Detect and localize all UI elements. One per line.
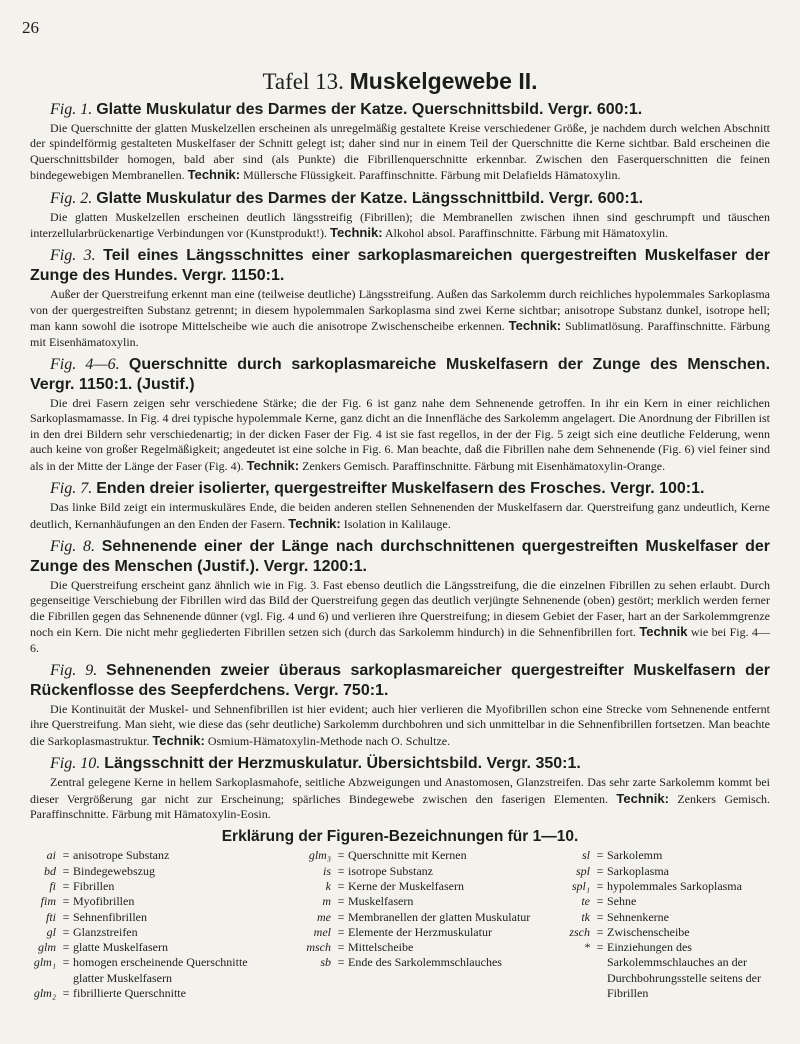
figure-text: Die Querstreifung erscheint ganz ähnlich wie in Fig. 3. Fast ebenso deutlich die Längsstreifung, die die einzelnen Fibrillen zu sehen erlaubt. Durch gegenseitige Verschiebung der Fibrillen wird das Bild der Querstreifung gegen das deutlich verjüngte Sehnenende (oben) gestört; merklich werden ferner die Fibrillen gegen das Sehnenende dünner (vgl. Fig. 4 und 6) und verlieren ihre Querstreifung; in diesem Gebiet der Faser, hart an der Sarkolemmgrenze noch ein Kern. Die nicht mehr gegliederten Fibrillen setzen sich (durch das Sarkolemm hindurch) in die Sehnenfibrillen fort. [30,577,770,640]
legend-row [267,955,534,970]
figure-label: Fig. 2. [50,189,93,207]
legend-row [30,894,267,909]
equals-sign: = [596,863,604,878]
figure-label: Fig. 7. [50,480,93,498]
legend-abbreviation: te [581,894,590,909]
figure-title: Sehnenenden zweier überaus sarkoplasmareicher quergestreifter Muskelfasern der Rückenflosse des Seepferdchens. Vergr. 750:1. [30,661,770,699]
legend-definition: Sarkoplasma [607,863,669,878]
figure-title: Glatte Muskulatur des Darmes der Katze. Längsschnittbild. Vergr. 600:1. [96,189,644,207]
legend-abbreviation: * [584,940,590,955]
equals-sign: = [337,909,345,924]
equals-sign: = [337,878,345,893]
figure-text: Die glatten Muskelzellen erscheinen deutlich längsstreifig (Fibrillen); die Membranellen zwischen ihnen sind geschrumpft und täuschen interzellularbrückenartige Verbindungen vor (Kunstprodukt!). [30,209,770,241]
legend-row [30,910,267,925]
legend-definition: Sehnenkerne [607,909,669,924]
legend-row [534,940,770,1001]
figure-heading [30,355,770,395]
technik-label: Technik: [616,790,669,806]
legend-definition: glatte Muskelfasern [73,940,168,955]
figure-entry [30,189,770,242]
legend-column [30,848,267,1001]
equals-sign: = [62,863,70,878]
figure-entry [30,479,770,532]
legend-row [534,910,770,925]
equals-sign: = [62,848,70,863]
title-prefix: Tafel 13. [262,69,344,94]
equals-sign: = [596,940,604,955]
legend-abbreviation: glm₂ [33,986,56,1001]
legend-definition: Sehne [607,894,637,909]
legend-abbreviation: gl [46,924,56,939]
equals-sign: = [62,909,70,924]
legend-column [534,848,770,1001]
technik-text: Alkohol absol. Paraffinschnitte. Färbung mit Hämatoxylin. [384,226,668,241]
figure-entry [30,537,770,656]
figure-label: Fig. 3. [50,247,96,265]
equals-sign: = [62,894,70,909]
technik-text: Osmium-Hämatoxylin-Methode nach O. Schultze. [207,733,451,748]
technik-label: Technik [639,624,688,640]
legend-abbreviation: fti [45,909,56,924]
page-content [30,100,770,1001]
figure-text: Das linke Bild zeigt ein intermuskuläres Ende, die beiden anderen stellen Sehnenenden der Muskelfasern dar. Querstreifung ganz undeutlich, Kerne deutlich, Kernanhäufungen an den Enden der Fasern. [30,500,770,531]
figure-label: Fig. 4—6. [50,356,120,374]
equals-sign: = [62,986,70,1001]
legend-column [267,848,534,1001]
legend-abbreviation: ai [46,848,56,863]
technik-label: Technik: [508,318,562,334]
legend-definition: Zwischenscheibe [607,924,690,939]
legend-definition: fibrillierte Querschnitte [73,986,186,1001]
legend-definition: Elemente der Herzmuskulatur [348,924,492,939]
legend-row [534,894,770,909]
equals-sign: = [596,878,604,893]
figure-label: Fig. 10. [50,755,101,773]
legend-abbreviation: is [322,863,331,878]
legend-definition: homogen erscheinende Querschnitte glatter Muskelfasern [73,955,248,985]
technik-label: Technik: [330,225,383,241]
technik-text: Müllersche Flüssigkeit. Paraffinschnitte. Färbung mit Delafields Hämatoxylin. [243,168,621,183]
equals-sign: = [337,940,345,955]
figure-heading [30,189,770,209]
legend-definition: Ende des Sarkolemmschlauches [348,955,502,970]
legend-definition: Einziehungen des Sarkolemmschlauches an der Durchbohrungsstelle seitens der Fibrillen [607,940,761,1001]
figure-text: Die Querschnitte der glatten Muskelzellen erscheinen als unregelmäßig gestaltete Kreise verschiedener Größe, je nachdem durch welchen Abschnitt der spindelförmig gestalteten Muskelfaser der Schnitt gelegt ist; daher sind nur in einem Teil der Querschnitte die Kerne sichtbar. Bald erscheinen die Querschnittsbilder homogen, bald aber sind (als Punkte) die Fibrillenquerschnitte erkennbar. Zwischen den Faserquerschnitten die feinen bindegewebigen Membranellen. [30,121,770,183]
technik-label: Technik: [246,457,300,473]
figure-description [30,287,770,350]
legend-row [534,879,770,894]
figure-description [30,578,770,656]
figure-heading [30,479,770,499]
technik-text: Zenkers Gemisch. Paraffinschnitte. Färbung mit Eisenhämatoxylin-Orange. [302,458,666,473]
technik-label: Technik: [187,167,241,183]
legend-definition: Membranellen der glatten Muskulatur [348,909,531,924]
figure-label: Fig. 1. [50,101,93,118]
legend-abbreviation: glm₃ [308,848,331,863]
legend-abbreviation: sb [320,955,331,970]
figure-label: Fig. 8. [50,537,95,555]
equals-sign: = [337,924,345,939]
technik-label: Technik: [152,732,205,748]
legend-title-text: Erklärung der Figuren-Bezeichnungen für 1—10. [221,828,579,846]
equals-sign: = [337,955,345,970]
legend-abbreviation: glm [38,940,56,955]
figure-entry [30,355,770,474]
legend-definition: Sehnenfibrillen [73,909,147,924]
figure-entry [30,754,770,822]
figure-title: Längsschnitt der Herzmuskulatur. Übersichtsbild. Vergr. 350:1. [104,755,581,773]
legend-table [30,848,770,1001]
equals-sign: = [62,878,70,893]
legend-row [30,879,267,894]
figure-description [30,775,770,822]
figure-heading [30,661,770,701]
legend-row [267,910,534,925]
equals-sign: = [337,863,345,878]
figure-descriptions [30,100,770,822]
legend-abbreviation: fim [40,894,56,909]
legend-row [267,894,534,909]
legend-definition: hypolemmales Sarkoplasma [607,878,742,893]
legend-abbreviation: bd [44,863,56,878]
equals-sign: = [337,848,345,863]
legend-abbreviation: mel [313,924,331,939]
legend-abbreviation: msch [306,940,331,955]
figure-description [30,396,770,474]
legend-row [534,848,770,863]
figure-text: Die Kontinuität der Muskel- und Sehnenfibrillen ist hier evident; auch hier verlieren die Myofibrillen schon eine Strecke vom Sehnenende entfernt ihre Querstreifung. Man sieht, wie diese das (sehr deutliche) Sarkolemm durchbohren und sich unmittelbar in die Sehnenfibrillen fortsetzen. Man beachte die Sarkoplasmastruktur. [30,701,770,748]
figure-description [30,210,770,242]
equals-sign: = [62,955,70,970]
page-number: 26 [22,18,39,37]
equals-sign: = [596,848,604,863]
legend-row [30,848,267,863]
title-main: Muskelgewebe II. [349,68,538,94]
technik-text: wie bei Fig. 4—6. [30,625,771,655]
legend-abbreviation: spl [575,863,590,878]
legend-row [534,925,770,940]
legend-abbreviation: zsch [569,924,590,939]
figure-heading [30,537,770,577]
legend-abbreviation: tk [581,909,590,924]
figure-text: Die drei Fasern zeigen sehr verschiedene Stärke; die der Fig. 6 ist ganz nahe dem Sehnenende getroffen. In ihr ein Kern in einer reichlichen Sarkoplasmamasse. In Fig. 4 drei typische hypolemmale Kerne, ganz dicht an die Innenfläche des Sarkolemm angelagert. Die Anordnung der Fibrillen ist in den drei Bildern sehr verschiedenartig; in der dicken Faser der Fig. 4 ist sie fast regellos, in der der Fig. 5 zeigt sich eine deutliche Felderung, wenn auch keine von großer Regelmäßigkeit; angedeutet ist eine solche in Fig. 6. Man beachte, daß die Fibrillen nahe dem Sehnenende (Fig. 6) viel feiner sind als in der Mitte der Länge der Faser (Fig. 4). [30,396,770,473]
legend-row [30,955,267,986]
legend-definition: Querschnitte mit Kernen [348,848,467,863]
legend-definition: isotrope Substanz [348,863,433,878]
figure-description [30,500,770,532]
equals-sign: = [62,924,70,939]
equals-sign: = [596,909,604,924]
figure-text: Außer der Querstreifung erkennt man eine (teilweise deutliche) Längsstreifung. Außen das Sarkolemm durch reichliches hypolemmales Sarkoplasma von der quergestreiften Substanz getrennt; in diesem hypolemmalen Sarkoplasma sind zwei Kerne sichtbar; anisotrope Substanz dunkel, isotrope hell; man kann sowohl die isotrope Mittelscheibe wie auch die anisotrope Zwischenscheibe erkennen. [30,287,770,334]
legend-abbreviation: m [322,894,331,909]
figure-entry [30,246,770,350]
legend-abbreviation: glm₁ [33,955,56,970]
legend-row [30,925,267,940]
legend-definition: Kerne der Muskelfasern [348,878,464,893]
figure-title: Glatte Muskulatur des Darmes der Katze. Querschnittsbild. Vergr. 600:1. [96,101,643,118]
legend-abbreviation: spl₁ [571,878,590,893]
figure-heading [30,754,770,774]
figure-description [30,702,770,749]
technik-text: Isolation in Kalilauge. [343,516,451,531]
legend-row [267,925,534,940]
legend-row [30,986,267,1001]
legend-definition: Fibrillen [73,878,115,893]
technik-text: Sublimatlösung. Paraffinschnitte. Färbung mit Eisenhämatoxylin. [30,319,771,349]
legend-definition: Mittelscheibe [348,940,414,955]
legend-row [534,864,770,879]
figure-entry [30,661,770,749]
figure-title: Sehnenende einer der Länge nach durchschnittenen quergestreiften Muskelfaser der Zunge des Menschen (Justif.). Vergr. 1200:1. [30,537,771,575]
figure-title: Enden dreier isolierter, quergestreifter Muskelfasern des Frosches. Vergr. 100:1. [96,480,705,498]
legend-abbreviation: k [325,878,331,893]
figure-description [30,121,770,184]
equals-sign: = [596,894,604,909]
legend-row [267,940,534,955]
technik-text: Zenkers Gemisch. Paraffinschnitte. Färbung mit Hämatoxylin-Eosin. [30,791,771,821]
figure-title: Teil eines Längsschnittes einer sarkoplasmareichen quergestreiften Muskelfaser der Zunge des Hundes. Vergr. 1150:1. [30,247,771,285]
legend-definition: Myofibrillen [73,894,135,909]
legend-definition: Muskelfasern [348,894,414,909]
legend-row [30,864,267,879]
legend-row [267,848,534,863]
legend-title [30,828,770,846]
legend-definition: anisotrope Substanz [73,848,170,863]
legend-row [267,864,534,879]
equals-sign: = [337,894,345,909]
legend-abbreviation: fi [49,878,56,893]
equals-sign: = [596,924,604,939]
legend-definition: Bindegewebszug [73,863,155,878]
legend-row [30,940,267,955]
figure-entry [30,100,770,184]
legend-abbreviation: sl [581,848,590,863]
legend-definition: Glanzstreifen [73,924,138,939]
technik-label: Technik: [288,515,341,531]
legend-definition: Sarkolemm [607,848,663,863]
figure-heading [30,100,770,120]
figure-title: Querschnitte durch sarkoplasmareiche Muskelfasern der Zunge des Menschen. Vergr. 1150:1. (Justif.) [30,356,771,394]
figure-heading [30,246,770,286]
page-title [0,68,800,95]
legend-abbreviation: me [317,909,331,924]
legend-row [267,879,534,894]
figure-label: Fig. 9. [50,661,98,679]
figure-text: Zentral gelegene Kerne in hellem Sarkoplasmahofe, seitliche Abzweigungen und Anastomosen, Glanzstreifen. Das sehr zarte Sarkolemm kommt bei dieser Vergrößerung gar nicht zur Erscheinung; spärliches Bindegewebe zwischen den faserigen Elementen. [30,775,770,806]
equals-sign: = [62,940,70,955]
